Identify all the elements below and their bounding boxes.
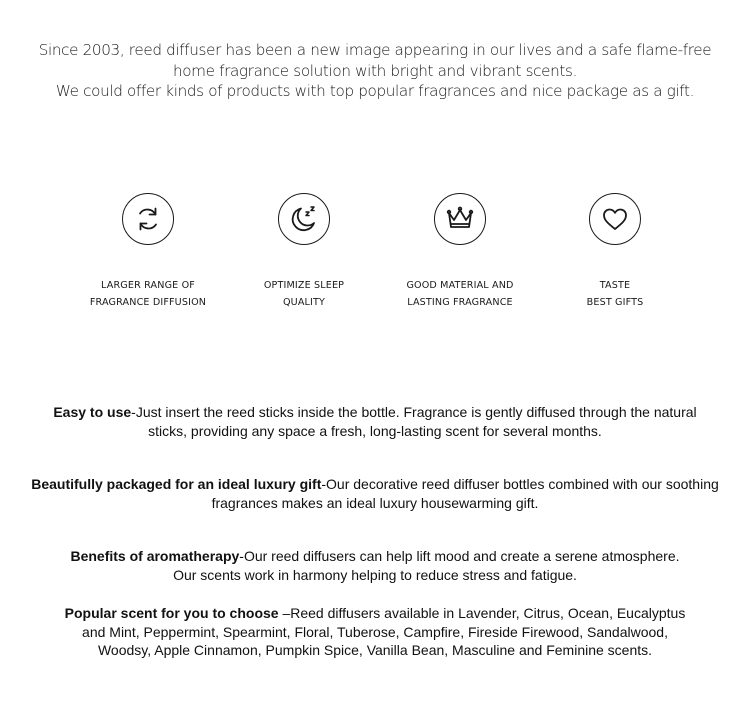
- description-title: Easy to use: [53, 404, 132, 420]
- description-text: fragrances makes an ideal luxury housewarming gift.: [211, 494, 539, 511]
- feature-label: GOOD MATERIAL AND LASTING FRAGRANCE: [406, 280, 514, 308]
- feature-row: [0, 193, 750, 323]
- intro-text: [0, 40, 750, 102]
- description-text: -Our reed diffusers can help lift mood and create a serene atmosphere.: [239, 548, 680, 564]
- description-text: -Just insert the reed sticks inside the bottle. Fragrance is gently diffused through the natural: [131, 404, 697, 420]
- description-text: sticks, providing any space a fresh, long-lasting scent for several months.: [148, 422, 602, 439]
- intro-line: Since 2003, reed diffuser has been a new image appearing in our lives and a safe flame-free: [38, 41, 712, 59]
- heart-icon: [589, 193, 641, 245]
- refresh-arrows-icon: [122, 193, 174, 245]
- feature-label: LARGER RANGE OF FRAGRANCE DIFFUSION: [89, 280, 207, 308]
- description-text: Woodsy, Apple Cinnamon, Pumpkin Spice, Vanilla Bean, Masculine and Feminine scents.: [97, 642, 653, 658]
- feature-label: OPTIMIZE SLEEP QUALITY: [263, 280, 345, 308]
- moon-sleep-icon: [278, 193, 330, 245]
- intro-line: home fragrance solution with bright and vibrant scents.: [172, 61, 578, 80]
- description-luxury-gift: [0, 475, 750, 512]
- description-text: Our scents work in harmony helping to reduce stress and fatigue.: [173, 566, 577, 583]
- description-title: Beautifully packaged for an ideal luxury gift: [31, 476, 322, 492]
- description-title: Benefits of aromatherapy: [70, 548, 240, 564]
- description-easy-to-use: [0, 403, 750, 440]
- crown-icon: [434, 193, 486, 245]
- intro-line: We could offer kinds of products with top popular fragrances and nice package as a gift.: [55, 82, 695, 100]
- description-aromatherapy: [0, 547, 750, 584]
- description-text: –Reed diffusers available in Lavender, Citrus, Ocean, Eucalyptus: [278, 605, 686, 621]
- feature-label: TASTE BEST GIFTS: [586, 280, 644, 308]
- description-popular-scents: [0, 604, 750, 660]
- description-text: and Mint, Peppermint, Spearmint, Floral, Tuberose, Campfire, Fireside Firewood, Sandalwood,: [82, 623, 668, 640]
- description-text: -Our decorative reed diffuser bottles combined with our soothing: [321, 476, 719, 492]
- description-title: Popular scent for you to choose: [64, 605, 279, 621]
